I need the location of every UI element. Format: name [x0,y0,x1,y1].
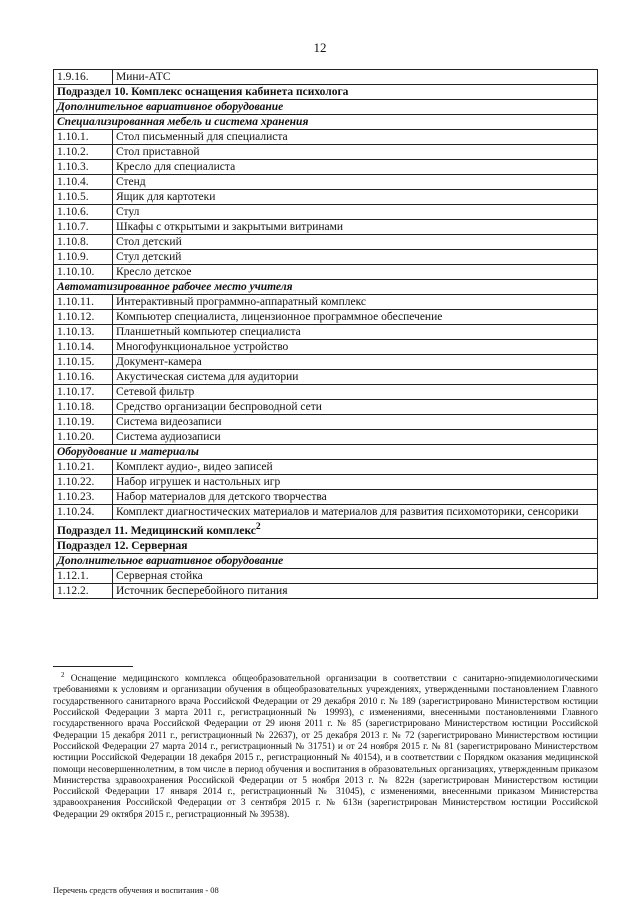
item-number: 1.12.2. [54,583,113,598]
table-row [54,325,598,340]
item-number: 1.10.14. [54,340,113,355]
item-number: 1.10.22. [54,475,113,490]
subsection-heading [54,280,598,295]
item-number: 1.10.15. [54,355,113,370]
table-row [54,505,598,520]
table-row [54,310,598,325]
footnote-reference: 2 [255,521,261,532]
item-name: Шкафы с открытыми и закрытыми витринами [113,220,598,235]
subsection-heading [54,445,598,460]
item-number: 1.10.3. [54,160,113,175]
heading-text: Дополнительное вариативное оборудование [57,554,284,567]
table-row [54,220,598,235]
page-footer: Перечень средств обучения и воспитания - 08 [53,885,219,895]
table-row [54,250,598,265]
item-number: 1.10.11. [54,295,113,310]
section-heading [54,538,598,553]
item-number: 1.12.1. [54,568,113,583]
subsection-heading-row [54,445,598,460]
heading-text: Автоматизированное рабочее место учителя [57,281,293,293]
item-name: Документ-камера [113,355,598,370]
section-heading [54,85,598,100]
table-row [54,415,598,430]
footnote-divider [53,666,133,667]
item-name: Набор игрушек и настольных игр [113,475,598,490]
table-row [54,370,598,385]
item-name: Система видеозаписи [113,415,598,430]
item-number: 1.10.2. [54,145,113,160]
table-row [54,583,598,598]
item-name: Комплект диагностических материалов и материалов для развития психомоторики, сенсорики [113,505,598,520]
heading-text: Дополнительное вариативное оборудование [57,101,284,113]
item-name: Стол письменный для специалиста [113,130,598,145]
table-row [54,475,598,490]
item-name: Ящик для картотеки [113,190,598,205]
item-name: Кресло детское [113,265,598,280]
item-number: 1.10.9. [54,250,113,265]
table-row [54,160,598,175]
item-number: 1.10.6. [54,205,113,220]
table-row [54,400,598,415]
table-row [54,175,598,190]
table-row [54,235,598,250]
table-row [54,130,598,145]
heading-text: Оборудование и материалы [57,446,199,458]
table-row [54,190,598,205]
subsection-heading [54,100,598,115]
item-name: Источник бесперебойного питания [113,583,598,598]
item-name: Многофункциональное устройство [113,340,598,355]
item-name: Стол детский [113,235,598,250]
item-number: 1.10.5. [54,190,113,205]
item-number: 1.9.16. [54,70,113,85]
item-number: 1.10.17. [54,385,113,400]
item-name: Мини-АТС [113,70,598,85]
equipment-table [53,69,598,599]
table-row [54,490,598,505]
subsection-heading [54,553,598,568]
subsection-heading-row [54,280,598,295]
item-name: Планшетный компьютер специалиста [113,325,598,340]
item-number: 1.10.10. [54,265,113,280]
item-name: Стенд [113,175,598,190]
item-name: Серверная стойка [113,568,598,583]
table-row [54,340,598,355]
table-row [54,205,598,220]
item-name: Акустическая система для аудитории [113,370,598,385]
footnote-text: Оснащение медицинского комплекса общеобразовательной организации в соответствии с санитарно-эпидемиологическими требованиями к условиям и организации обучения в общеобразовательных учреждениях, утвержденными постановлением Главного государственного санитарного врача Российской Федерации от 29 декабря 2010 г. № 189 (зарегистрировано Министерством юстиции Российской Федерации 3 марта 2011 г., регистрационный № 19993), с изменениями, внесенными постановлениями Главного государственного врача Российской Федерации от 29 июня 2011 г. № 85 (зарегистрировано Министерством юстиции Российской Федерации 15 декабря 2011 г., регистрационный № 22637), от 25 декабря 2013 г. № 72 (зарегистрировано Министерством юстиции Российской Федерации 27 марта 2014 г., регистрационный № 31751) и от 24 ноября 2015 г. № 81 (зарегистрировано Министерством юстиции Российской Федерации 18 декабря 2015 г., регистрационный № 40154), и в соответствии с Порядком оказания медицинской помощи несовершеннолетним, в том числе в период обучения и воспитания в образовательных организациях, утвержденным приказом Министерства здравоохранения Российской Федерации от 5 ноября 2013 г. № 822н (зарегистрирован Министерством юстиции Российской Федерации 17 января 2014 г., регистрационный № 31045), с изменениями, внесенными приказом Министерства здравоохранения Российской Федерации от 3 сентября 2015 г. № 613н (зарегистрирован Министерством юстиции Российской Федерации 29 октября 2015 г., регистрационный № 39538). [53,674,598,820]
item-name: Комплект аудио-, видео записей [113,460,598,475]
table-row [54,568,598,583]
heading-text: Подраздел 11. Медицинский комплекс [57,524,256,537]
table-row [54,385,598,400]
item-name: Интерактивный программно-аппаратный комплекс [113,295,598,310]
page-number: 12 [313,40,327,55]
item-number: 1.10.24. [54,505,113,520]
subsection-heading-row [54,100,598,115]
item-name: Система аудиозаписи [113,430,598,445]
item-number: 1.10.21. [54,460,113,475]
table-row [54,70,598,85]
item-name: Средство организации беспроводной сети [113,400,598,415]
item-number: 1.10.1. [54,130,113,145]
footnote-marker: 2 [61,671,65,679]
section-heading-row [54,538,598,553]
table-row [54,295,598,310]
item-number: 1.10.19. [54,415,113,430]
table-row [54,265,598,280]
heading-text: Подраздел 10. Комплекс оснащения кабинета психолога [57,86,349,98]
item-number: 1.10.20. [54,430,113,445]
item-number: 1.10.18. [54,400,113,415]
heading-text: Специализированная мебель и система хранения [57,116,309,128]
item-number: 1.10.16. [54,370,113,385]
heading-text: Подраздел 12. Серверная [57,539,188,552]
item-name: Сетевой фильтр [113,385,598,400]
item-name: Кресло для специалиста [113,160,598,175]
item-name: Стол приставной [113,145,598,160]
footnote [53,670,598,821]
section-heading-row [54,85,598,100]
item-number: 1.10.7. [54,220,113,235]
item-number: 1.10.8. [54,235,113,250]
item-number: 1.10.4. [54,175,113,190]
item-name: Стул детский [113,250,598,265]
item-number: 1.10.23. [54,490,113,505]
item-name: Набор материалов для детского творчества [113,490,598,505]
table-row [54,355,598,370]
item-name: Компьютер специалиста, лицензионное программное обеспечение [113,310,598,325]
subsection-heading-row [54,553,598,568]
subsection-heading [54,115,598,130]
item-number: 1.10.13. [54,325,113,340]
item-number: 1.10.12. [54,310,113,325]
table-row [54,145,598,160]
table-row [54,460,598,475]
table-row [54,430,598,445]
section-heading-row [54,520,598,539]
equipment-table-body [54,70,598,599]
subsection-heading-row [54,115,598,130]
item-name: Стул [113,205,598,220]
section-heading [54,520,598,539]
